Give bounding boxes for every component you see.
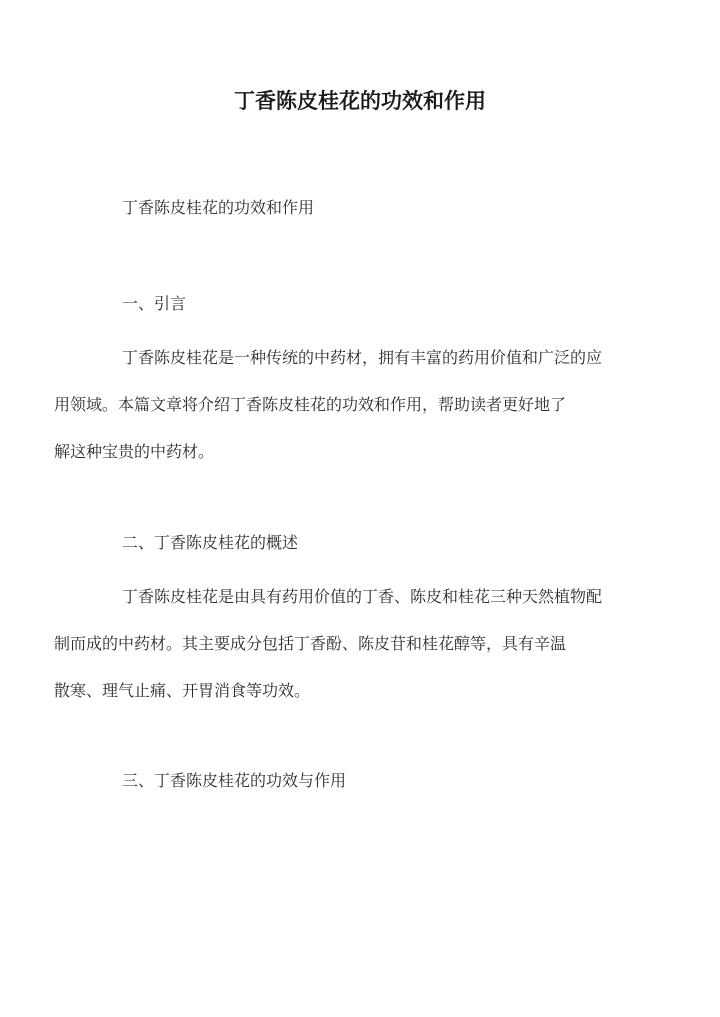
- section-heading-intro: 一、引言: [122, 294, 187, 313]
- section-paragraph-overview: [54, 573, 633, 714]
- section-heading-effects: 三、丁香陈皮桂花的功效与作用: [122, 771, 347, 790]
- paragraph-line: 解这种宝贵的中药材。: [54, 442, 215, 461]
- section-paragraph-intro: [54, 334, 633, 475]
- paragraph-line: 散寒、理气止痛、开胃消食等功效。: [54, 681, 311, 700]
- paragraph-line: 丁香陈皮桂花是一种传统的中药材，拥有丰富的药用价值和广泛的应: [122, 348, 603, 367]
- document-subtitle: 丁香陈皮桂花的功效和作用: [122, 198, 315, 217]
- document-title: 丁香陈皮桂花的功效和作用: [234, 88, 486, 113]
- section-heading-overview: 二、丁香陈皮桂花的概述: [122, 533, 299, 552]
- paragraph-line: 用领域。本篇文章将介绍丁香陈皮桂花的功效和作用，帮助读者更好地了: [54, 395, 567, 414]
- paragraph-line: 制而成的中药材。其主要成分包括丁香酚、陈皮苷和桂花醇等，具有辛温: [54, 634, 567, 653]
- paragraph-line: 丁香陈皮桂花是由具有药用价值的丁香、陈皮和桂花三种天然植物配: [122, 587, 603, 606]
